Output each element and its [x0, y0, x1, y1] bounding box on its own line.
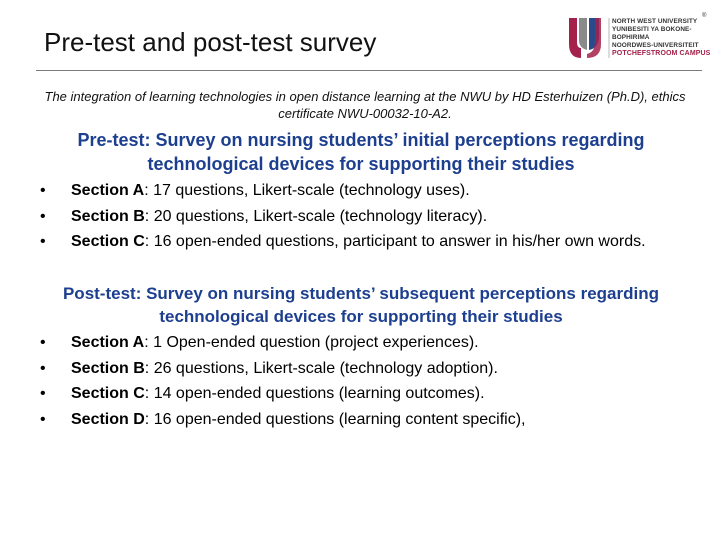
- bullet-icon: •: [40, 410, 46, 428]
- list-item: [40, 407, 680, 433]
- section-text: : 17 questions, Likert-scale (technology uses).: [144, 182, 470, 199]
- slide-subtitle: The integration of learning technologies in open distance learning at the NWU by HD Esterhuizen (Ph.D), ethics certificate NWU-00032-10-A2.: [44, 89, 686, 121]
- logo-line-3: NOORDWES-UNIVERSITEIT: [612, 42, 699, 49]
- bullet-icon: •: [40, 182, 46, 199]
- bullet-icon: •: [40, 207, 46, 225]
- university-emblem-icon: [569, 18, 601, 58]
- logo-text: [612, 18, 720, 58]
- list-item: [40, 178, 680, 204]
- list-item: [40, 330, 680, 356]
- pretest-heading: Pre-test: Survey on nursing students’ initial perceptions regarding technological devices for supporting their studies: [77, 130, 645, 174]
- title-divider: [36, 70, 702, 71]
- section-label: Section A: [71, 182, 145, 199]
- logo-line-2: YUNIBESITI YA BOKONE-BOPHIRIMA: [612, 26, 692, 41]
- section-text: : 14 open-ended questions (learning outcomes).: [144, 385, 485, 402]
- bullet-icon: •: [40, 334, 46, 351]
- section-label: Section B: [71, 359, 145, 377]
- posttest-list: [40, 330, 680, 432]
- section-text: : 26 questions, Likert-scale (technology adoption).: [144, 359, 498, 377]
- list-item: [40, 381, 680, 407]
- section-label: Section C: [71, 233, 145, 250]
- slide-title: Pre-test and post-test survey: [44, 27, 377, 57]
- list-item: [40, 204, 680, 230]
- bullet-icon: •: [40, 233, 46, 250]
- pretest-list: [40, 178, 680, 253]
- section-label: Section B: [71, 207, 145, 225]
- section-text: : 20 questions, Likert-scale (technology literacy).: [144, 207, 488, 225]
- logo-line-1: NORTH WEST UNIVERSITY: [612, 18, 698, 25]
- section-label: Section C: [71, 385, 145, 402]
- logo-campus: POTCHEFSTROOM CAMPUS: [612, 50, 711, 57]
- bullet-icon: •: [40, 385, 46, 402]
- section-text: : 16 open-ended questions (learning content specific),: [144, 410, 526, 428]
- registered-mark: ®: [702, 13, 707, 19]
- list-item: [40, 356, 680, 382]
- list-item: [40, 231, 680, 253]
- bullet-icon: •: [40, 359, 46, 377]
- section-text: : 16 open-ended questions, participant to answer in his/her own words.: [144, 233, 646, 250]
- section-text: : 1 Open-ended question (project experiences).: [144, 334, 479, 351]
- posttest-heading: Post-test: Survey on nursing students’ subsequent perceptions regarding technological devices for supporting their studies: [62, 284, 660, 326]
- section-label: Section D: [71, 410, 145, 428]
- section-label: Section A: [71, 334, 145, 351]
